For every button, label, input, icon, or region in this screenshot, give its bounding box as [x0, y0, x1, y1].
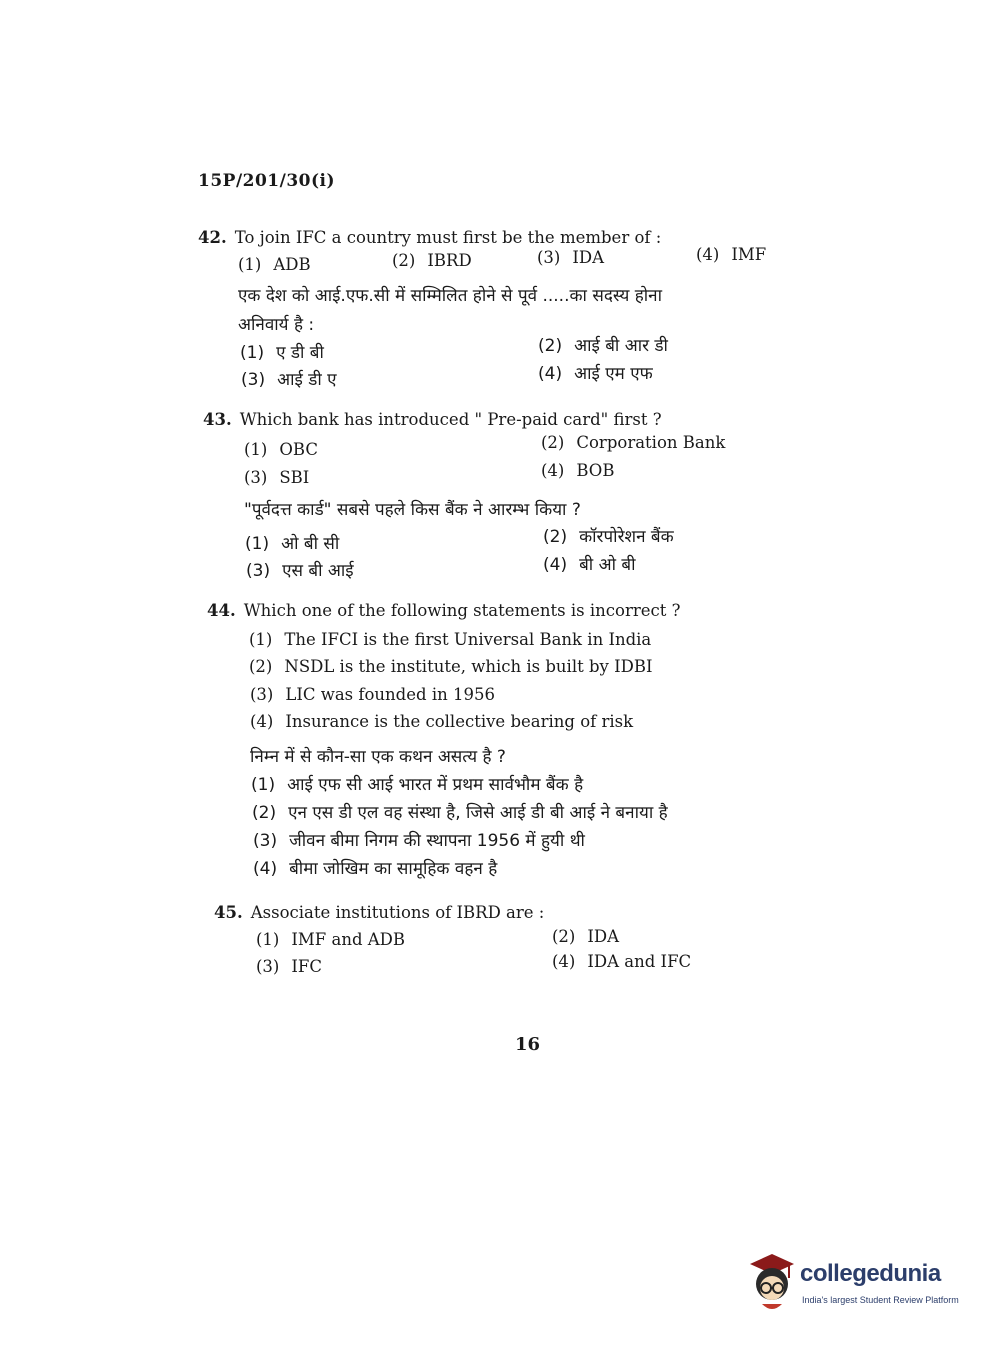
question-number: 44.	[207, 601, 236, 620]
hindi-option: (4) बी ओ बी	[543, 555, 636, 575]
mascot-icon	[744, 1250, 800, 1314]
question-44	[207, 601, 680, 620]
hindi-option: (1) आई एफ सी आई भारत में प्रथम सार्वभौम बैंक है	[251, 775, 584, 795]
question-text: Associate institutions of IBRD are :	[250, 903, 545, 922]
question-42	[198, 228, 661, 247]
question-number: 42.	[198, 228, 227, 247]
hindi-option: (4) आई एम एफ	[538, 364, 653, 384]
logo-brand-text: collegedunia	[800, 1260, 941, 1287]
option: (3) LIC was founded in 1956	[250, 685, 495, 704]
question-text: Which one of the following statements is incorrect ?	[243, 601, 681, 620]
question-number: 43.	[203, 410, 232, 429]
hindi-option: (3) जीवन बीमा निगम की स्थापना 1956 में हुयी थी	[253, 831, 585, 851]
logo-tagline: India's largest Student Review Platform	[802, 1295, 959, 1305]
option: (4) Insurance is the collective bearing of risk	[250, 712, 634, 731]
option: (4) IDA and IFC	[552, 952, 692, 971]
option: (2) IBRD	[392, 251, 472, 270]
hindi-question-text: एक देश को आई.एफ.सी में सम्मिलित होने से पूर्व .....का सदस्य होना	[238, 286, 663, 306]
option: (1) The IFCI is the first Universal Bank in India	[249, 630, 652, 649]
hindi-option: (3) आई डी ए	[241, 370, 337, 390]
collegedunia-logo	[744, 1250, 974, 1320]
option: (4) IMF	[696, 245, 767, 264]
question-text: To join IFC a country must first be the member of :	[234, 228, 662, 247]
question-text: Which bank has introduced " Pre-paid card" first ?	[239, 410, 662, 429]
option: (3) SBI	[244, 468, 310, 487]
hindi-option: (1) ए डी बी	[240, 343, 324, 363]
hindi-option: (2) आई बी आर डी	[538, 336, 668, 356]
option: (1) ADB	[238, 255, 311, 274]
question-43	[203, 410, 662, 429]
option: (2) NSDL is the institute, which is built by IDBI	[249, 657, 653, 676]
option: (3) IDA	[537, 248, 605, 267]
hindi-option: (2) एन एस डी एल वह संस्था है, जिसे आई डी बी आई ने बनाया है	[252, 803, 668, 823]
hindi-question-text: अनिवार्य है :	[238, 315, 315, 335]
hindi-question-text: निम्न में से कौन-सा एक कथन असत्य है ?	[250, 747, 506, 767]
hindi-option: (3) एस बी आई	[246, 561, 354, 581]
paper-code: 15P/201/30(i)	[198, 171, 336, 191]
hindi-option: (2) कॉरपोरेशन बैंक	[543, 527, 674, 547]
option: (3) IFC	[256, 957, 322, 976]
option: (2) Corporation Bank	[541, 433, 726, 452]
option: (1) IMF and ADB	[256, 930, 406, 949]
page-number: 16	[515, 1034, 541, 1055]
question-number: 45.	[214, 903, 243, 922]
hindi-question-text: "पूर्वदत्त कार्ड" सबसे पहले किस बैंक ने आरम्भ किया ?	[244, 500, 581, 520]
option: (4) BOB	[541, 461, 615, 480]
hindi-option: (4) बीमा जोखिम का सामूहिक वहन है	[253, 859, 498, 879]
option: (2) IDA	[552, 927, 620, 946]
option: (1) OBC	[244, 440, 318, 459]
question-45	[214, 903, 544, 922]
hindi-option: (1) ओ बी सी	[245, 534, 340, 554]
